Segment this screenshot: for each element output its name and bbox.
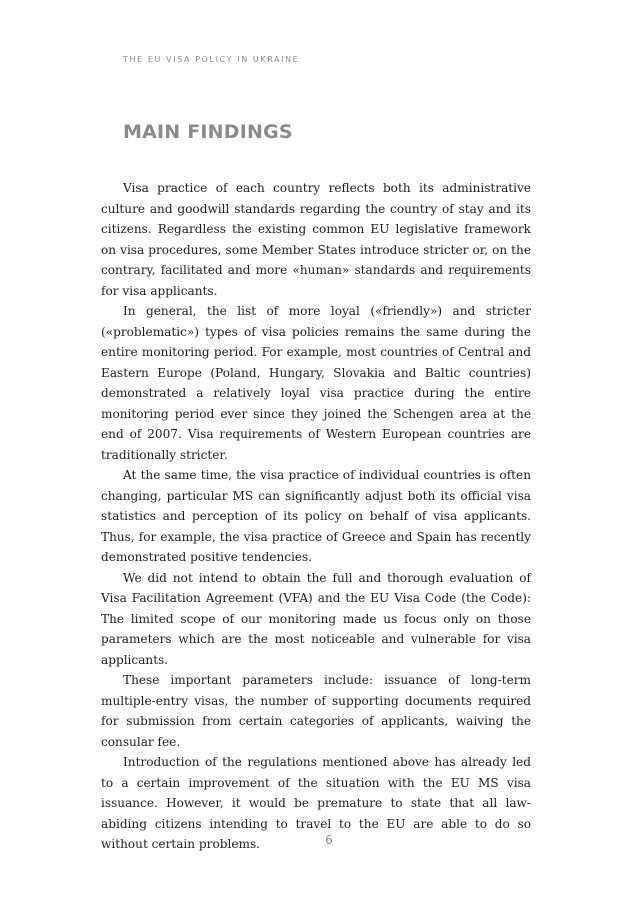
paragraph: At the same time, the visa practice of individual countries is often changing, particular MS can significantly adjust both its official visa statistics and perception of its policy on behalf of visa applicants. Thus, for example, the visa practice of Greece and Spain has recently demonstrated positive tendencies. <box>101 468 531 564</box>
page-number: 6 <box>325 833 333 847</box>
paragraph: Introduction of the regulations mentioned above has already led to a certain improvement of the situation with the EU MS visa issuance. However, it would be premature to state that all law-abiding citizens intending to travel to the EU are able to do so without certain problems. <box>101 755 531 851</box>
paragraph: We did not intend to obtain the full and thorough evaluation of Visa Facilitation Agreement (VFA) and the EU Visa Code (the Code): The limited scope of our monitoring made us focus only on those parameters which are the most noticeable and vulnerable for visa applicants. <box>101 570 531 667</box>
running-header: THE EU VISA POLICY IN UKRAINE <box>123 55 300 64</box>
section-title: MAIN FINDINGS <box>123 121 293 143</box>
body-text <box>101 178 531 855</box>
paragraph: Visa practice of each country reflects both its administrative culture and goodwill standards regarding the country of stay and its citizens. Regardless the existing common EU legislative framework on visa procedures, some Member States introduce stricter or, on the contrary, facilitated and more «human» standards and requirements for visa applicants. <box>101 181 531 298</box>
paragraph: In general, the list of more loyal («friendly») and stricter («problematic») types of visa policies remains the same during the entire monitoring period. For example, most countries of Central and Eastern Europe (Poland, Hungary, Slovakia and Baltic countries) demonstrated a relatively loyal visa practice during the entire monitoring period ever since they joined the Schengen area at the end of 2007. Visa requirements of Western European countries are traditionally stricter. <box>101 304 531 462</box>
paragraph: These important parameters include: issuance of long-term multiple-entry visas, the number of supporting documents required for submission from certain categories of applicants, waiving the consular fee. <box>101 673 531 749</box>
